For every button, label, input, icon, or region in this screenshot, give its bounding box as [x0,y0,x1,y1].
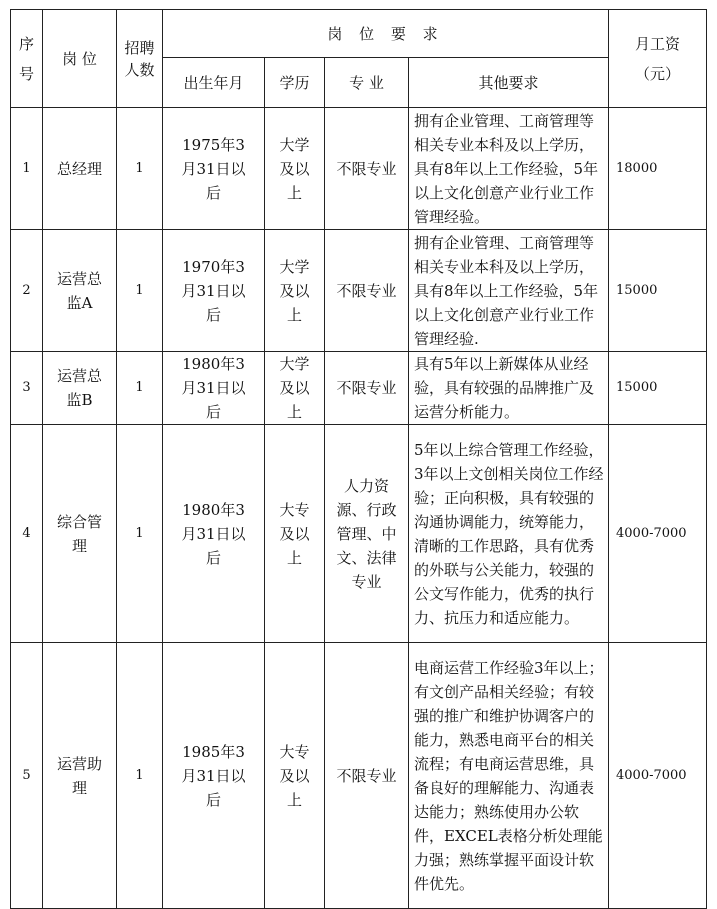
cell-post: 总经理 [43,108,117,230]
header-education: 学历 [265,58,325,108]
cell-count: 1 [117,230,163,352]
cell-other: 拥有企业管理、工商管理等相关专业本科及以上学历，具有8年以上工作经验，5年以上文化创意产业行业工作管理经验。 [409,108,609,230]
cell-education [265,108,325,230]
cell-birth-text: 1980年3月31日以后 [181,355,246,421]
cell-other: 5年以上综合管理工作经验，3年以上文创相关岗位工作经验；正向积极，具有较强的沟通协调能力，统筹能力，清晰的工作思路，具有优秀的外联与公关能力，较强的公文写作能力，优秀的执行力、抗压力和适应能力。 [409,425,609,643]
table-row [11,643,707,909]
cell-seq: 2 [11,230,43,352]
table-row [11,425,707,643]
cell-post-text: 运营总监A [56,269,102,312]
cell-major: 不限专业 [325,108,409,230]
cell-major: 不限专业 [325,352,409,425]
cell-education-text: 大学及以上 [279,355,310,421]
header-salary-text: 月工资（元） [634,34,680,83]
table-row [11,230,707,352]
cell-post [43,425,117,643]
recruitment-table-container [10,9,707,909]
cell-other: 拥有企业管理、工商管理等相关专业本科及以上学历，具有8年以上工作经验，5年以上文化创意产业行业工作管理经验. [409,230,609,352]
cell-salary: 15000 [609,352,707,425]
cell-major [325,425,409,643]
cell-count: 1 [117,352,163,425]
recruitment-table [10,9,707,909]
header-seq-text: 序号 [18,34,34,83]
cell-birth-text: 1970年3月31日以后 [181,257,246,324]
cell-birth [163,643,265,909]
cell-education [265,643,325,909]
cell-seq: 5 [11,643,43,909]
cell-birth-text: 1985年3月31日以后 [181,742,246,809]
cell-count: 1 [117,425,163,643]
cell-post [43,230,117,352]
cell-salary: 4000-7000 [609,643,707,909]
cell-birth-text: 1975年3月31日以后 [181,135,246,202]
cell-birth [163,352,265,425]
cell-major: 不限专业 [325,643,409,909]
cell-post-text: 运营助理 [56,754,102,797]
header-count-text: 招聘人数 [124,38,155,79]
cell-salary: 15000 [609,230,707,352]
cell-salary: 18000 [609,108,707,230]
table-row [11,108,707,230]
cell-post [43,352,117,425]
cell-education-text: 大专及以上 [279,500,310,567]
header-major: 专 业 [325,58,409,108]
header-other: 其他要求 [409,58,609,108]
header-requirements-text: 岗 位 要 求 [327,24,444,43]
cell-birth-text: 1980年3月31日以后 [181,500,246,567]
table-row [11,352,707,425]
cell-other: 电商运营工作经验3年以上；有文创产品相关经验；有较强的推广和维护协调客户的能力，熟悉电商平台的相关流程；有电商运营思维，具备良好的理解能力、沟通表达能力；熟练使用办公软件，EXCEL表格分析处理能力强；熟练掌握平面设计软件优先。 [409,643,609,909]
cell-education [265,352,325,425]
cell-post-text: 运营总监B [56,367,102,409]
cell-major-text: 人力资源、行政管理、中文、法律专业 [336,476,397,591]
cell-birth [163,230,265,352]
cell-post-text: 综合管理 [56,512,102,555]
cell-education [265,425,325,643]
header-birth: 出生年月 [163,58,265,108]
cell-education-text: 大专及以上 [279,742,310,809]
cell-birth [163,108,265,230]
header-post: 岗 位 [43,10,117,108]
cell-education-text: 大学及以上 [279,135,310,202]
header-seq [11,10,43,108]
header-salary [609,10,707,108]
cell-other: 具有5年以上新媒体从业经验，具有较强的品牌推广及运营分析能力。 [409,352,609,425]
cell-seq: 1 [11,108,43,230]
cell-education [265,230,325,352]
cell-birth [163,425,265,643]
cell-seq: 3 [11,352,43,425]
cell-education-text: 大学及以上 [279,257,310,324]
cell-seq: 4 [11,425,43,643]
cell-salary: 4000-7000 [609,425,707,643]
cell-count: 1 [117,643,163,909]
header-requirements [163,10,609,58]
cell-major: 不限专业 [325,230,409,352]
header-count [117,10,163,108]
cell-count: 1 [117,108,163,230]
cell-post [43,643,117,909]
